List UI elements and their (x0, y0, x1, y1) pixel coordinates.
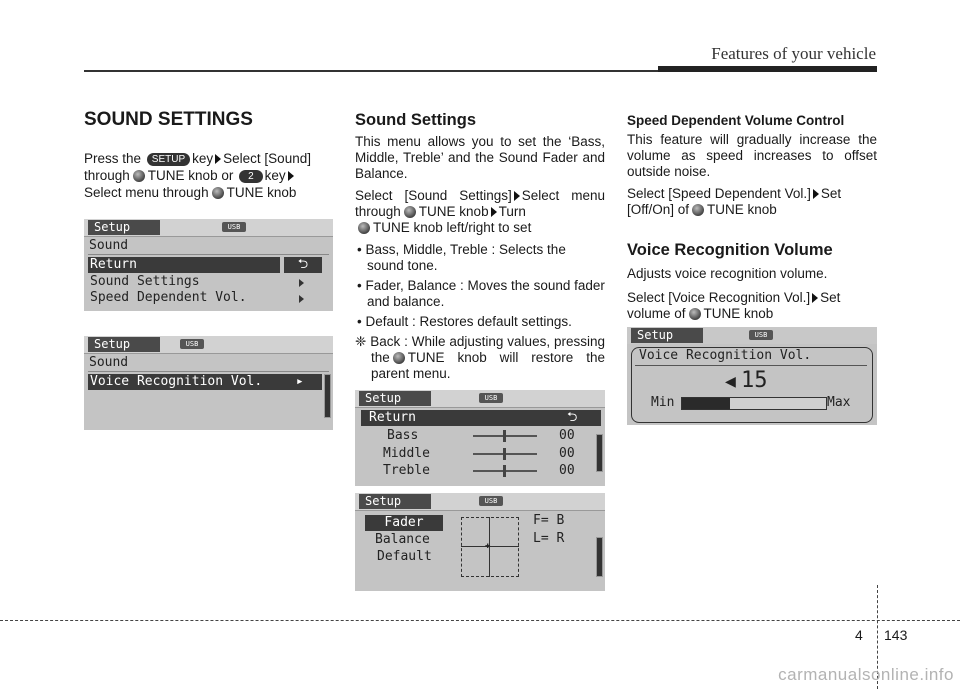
arrow-icon (514, 191, 520, 201)
subsection-heading: Voice Recognition Volume (627, 241, 833, 259)
menu-item-fader[interactable]: Fader (365, 515, 443, 531)
chevron-right-icon: ▸ (288, 374, 322, 390)
volume-value: 15 (741, 368, 768, 393)
watermark: carmanualsonline.info (778, 665, 954, 684)
menu-item-treble[interactable]: Treble (383, 463, 430, 478)
menu-item-return[interactable]: Return (361, 410, 601, 426)
left-instructions: Press the SETUP key Select [Sound] through TUNE knob or 2 key Select menu through TUNE knob (84, 151, 311, 200)
sdv-heading: Speed Dependent Volume Control (627, 113, 845, 128)
page-divider (0, 620, 960, 621)
right-column: Speed Dependent Volume Control This feature will gradually increase the volume as speed increases to offset outside noise. Select [Speed Dependent Vol.] Set [Off/On] of TUNE knob Voice Recognition Volume Adjusts voice recognition volume. Select [Voice Recognition Vol.] Set volume of TUNE knob (627, 113, 877, 321)
tune-knob-icon (133, 170, 145, 182)
volume-bar-fill (682, 398, 730, 409)
tune-knob-icon (212, 187, 224, 199)
back-icon: ⮌ (567, 410, 578, 425)
screen-sound-menu: Setup USB Sound Return ⮌ Sound Settings Speed Dependent Vol. (84, 219, 333, 311)
vr-instruction: Select [Voice Recognition Vol.] Set volume of TUNE knob (627, 290, 841, 321)
arrow-icon (813, 189, 819, 199)
slider-handle[interactable] (503, 430, 506, 442)
menu-item-middle[interactable]: Middle (383, 446, 430, 461)
arrow-icon (215, 154, 221, 164)
menu-item-return[interactable]: Return (88, 257, 280, 273)
volume-bar[interactable] (681, 397, 827, 410)
max-label: Max (827, 395, 851, 410)
usb-icon: USB (222, 222, 246, 232)
menu-item-balance[interactable]: Balance (375, 532, 430, 547)
scrollbar[interactable] (324, 374, 331, 418)
menu-item-speed-dependent-vol[interactable]: Speed Dependent Vol. (90, 290, 247, 305)
arrow-icon (812, 293, 818, 303)
speaker-icon: ◀ (725, 371, 736, 392)
arrow-icon (288, 171, 294, 181)
scrollbar[interactable] (596, 434, 603, 472)
slider-handle[interactable] (503, 465, 506, 477)
preset-2-key-icon: 2 (239, 170, 263, 183)
usb-icon: USB (180, 339, 204, 349)
screen-voice-recognition-menu: Setup USB Sound Voice Recognition Vol. ▸ (84, 336, 333, 430)
list-item: • Fader, Balance : Moves the sound fader and balance. (357, 278, 605, 309)
middle-column: Sound Settings This menu allows you to set the ‘Bass, Middle, Treble’ and the Sound Fader and Balance. Select [Sound Settings] Select menu through TUNE knob Turn TUNE knob left/right to set • Bass, Middle, Treble : Selects the sound tone. • Fader, Balance : Moves the sound fader and balance. • Default : Restores default settings. ❈ Back : While adjusting values, pressing the TUNE knob will restore the parent menu. (355, 111, 605, 381)
scrollbar[interactable] (596, 537, 603, 577)
menu-item-bass[interactable]: Bass (387, 428, 419, 443)
screen-tone-settings: Setup USB Return ⮌ Bass 00 Middle 00 Treble 00 (355, 390, 605, 486)
menu-item-sound-settings[interactable]: Sound Settings (90, 274, 200, 289)
usb-icon: USB (479, 393, 503, 403)
panel-title: Voice Recognition Vol. (639, 348, 812, 363)
section-heading: SOUND SETTINGS (84, 109, 253, 130)
list-item: • Default : Restores default settings. (357, 314, 572, 329)
setup-key-icon: SETUP (147, 153, 190, 166)
chevron-right-icon (299, 295, 304, 303)
page-number: 143 (884, 627, 908, 643)
min-label: Min (651, 395, 675, 410)
tune-knob-icon (393, 352, 405, 364)
menu-item-default[interactable]: Default (377, 549, 432, 564)
usb-icon: USB (749, 330, 773, 340)
back-note: ❈ Back : While adjusting values, pressing the TUNE knob will restore the parent menu. (355, 334, 605, 381)
slider-handle[interactable] (503, 448, 506, 460)
screen-voice-recognition-volume: Setup USB Voice Recognition Vol. ◀ 15 Min Max (627, 327, 877, 425)
arrow-icon (491, 207, 497, 217)
position-marker-icon: ✚ (485, 541, 491, 551)
chapter-number: 4 (855, 627, 863, 643)
chevron-right-icon (299, 279, 304, 287)
left-column (84, 109, 334, 201)
subsection-heading: Sound Settings (355, 111, 476, 129)
tune-knob-icon (404, 206, 416, 218)
header-rule-accent (658, 66, 877, 72)
back-icon: ⮌ (284, 257, 322, 273)
tune-knob-icon (689, 308, 701, 320)
usb-icon: USB (479, 496, 503, 506)
menu-item-voice-recognition-vol[interactable]: Voice Recognition Vol. (88, 374, 288, 390)
tune-knob-icon (692, 204, 704, 216)
screen-fader-balance: Setup USB Fader Balance Default ✚ F= B L= R (355, 493, 605, 591)
feature-list (355, 242, 605, 330)
list-item: • Bass, Middle, Treble : Selects the sound tone. (357, 242, 566, 273)
running-header: Features of your vehicle (711, 44, 876, 63)
tune-knob-icon (358, 222, 370, 234)
